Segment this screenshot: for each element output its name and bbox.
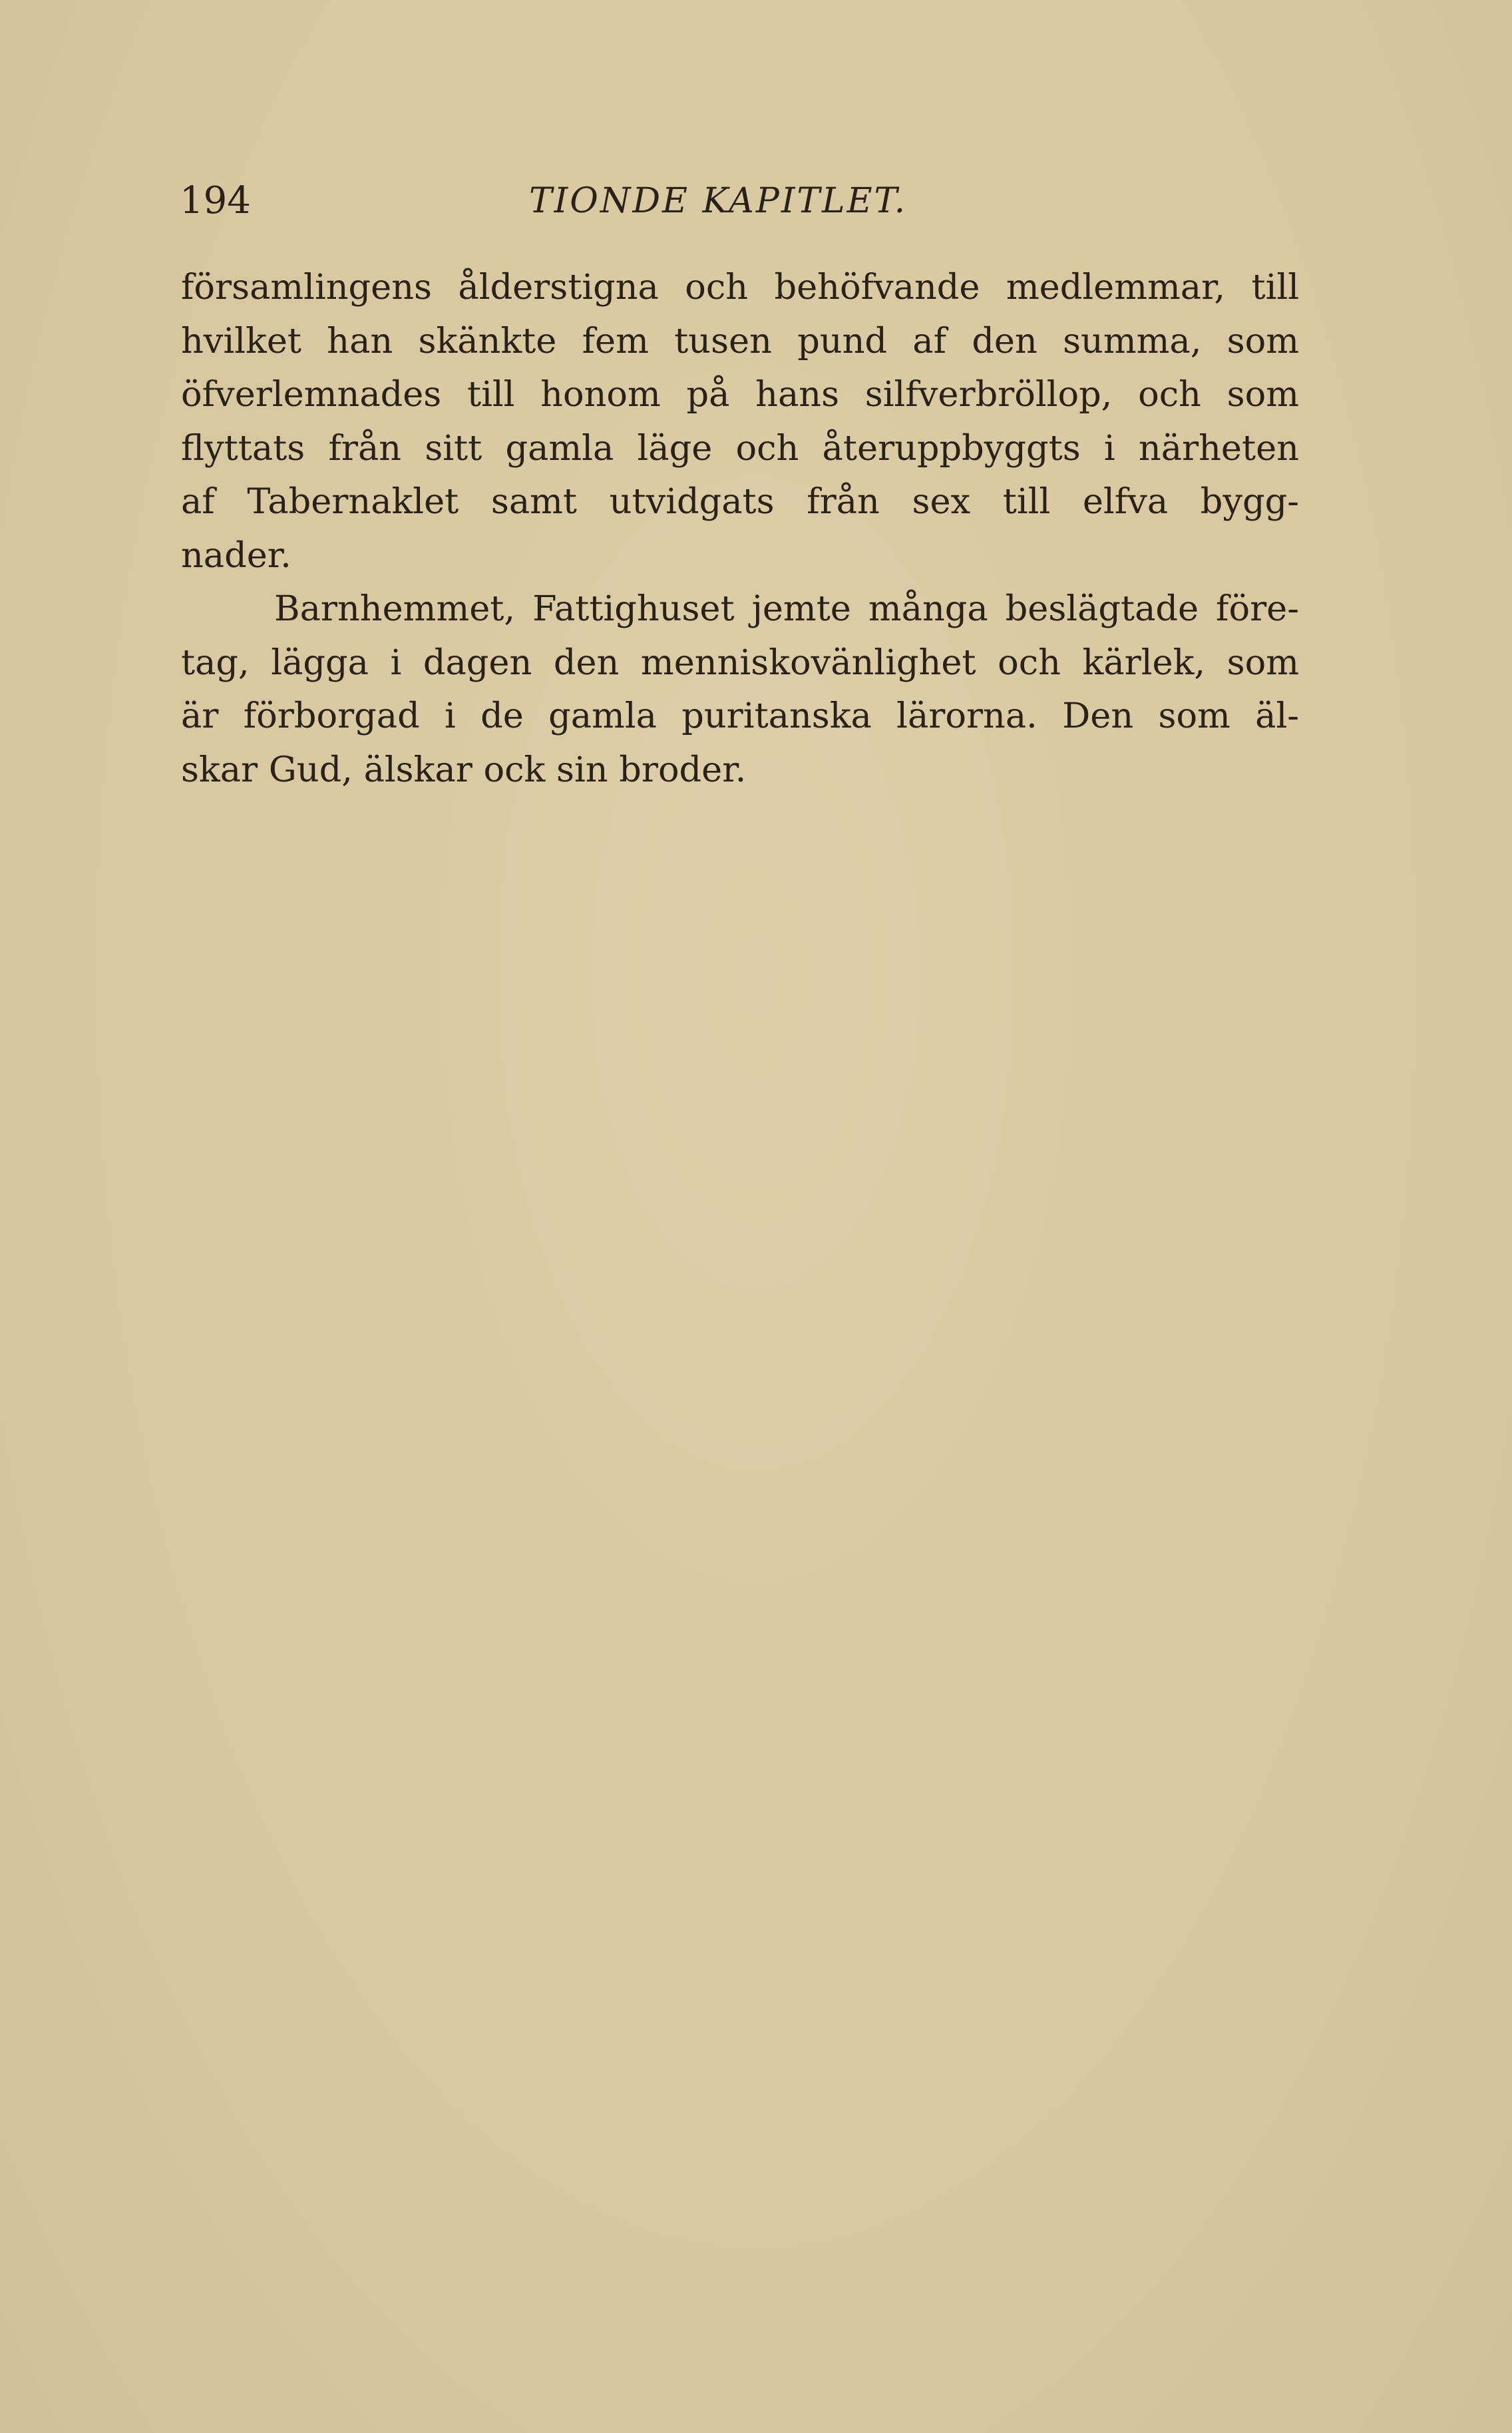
page-header [180, 174, 1298, 228]
text-line: skar Gud, älskar ock sin broder. [181, 749, 747, 790]
page-number: 194 [180, 179, 251, 222]
text-line: Barnhemmet, Fattighuset jemte många beslägtade före- [274, 588, 1299, 629]
text-line: flyttats från sitt gamla läge och återuppbyggts i närheten [181, 427, 1299, 469]
running-head: TIONDE KAPITLET. [529, 181, 908, 221]
text-line: tag, lägga i dagen den menniskovänlighet och kärlek, som [181, 642, 1299, 683]
text-line: öfverlemnades till honom på hans silfverbröllop, och som [181, 374, 1299, 415]
text-line: af Tabernaklet samt utvidgats från sex till elfva bygg- [181, 481, 1299, 522]
text-line: nader. [181, 535, 291, 576]
paragraph-2 [181, 582, 1299, 797]
text-line: församlingens ålderstigna och behöfvande medlemmar, till [181, 267, 1299, 308]
body-text [181, 261, 1299, 797]
text-line: är förborgad i de gamla puritanska lärorna. Den som äl- [181, 696, 1299, 736]
text-line: hvilket han skänkte fem tusen pund af den summa, som [181, 320, 1299, 361]
paragraph-1 [181, 261, 1299, 582]
